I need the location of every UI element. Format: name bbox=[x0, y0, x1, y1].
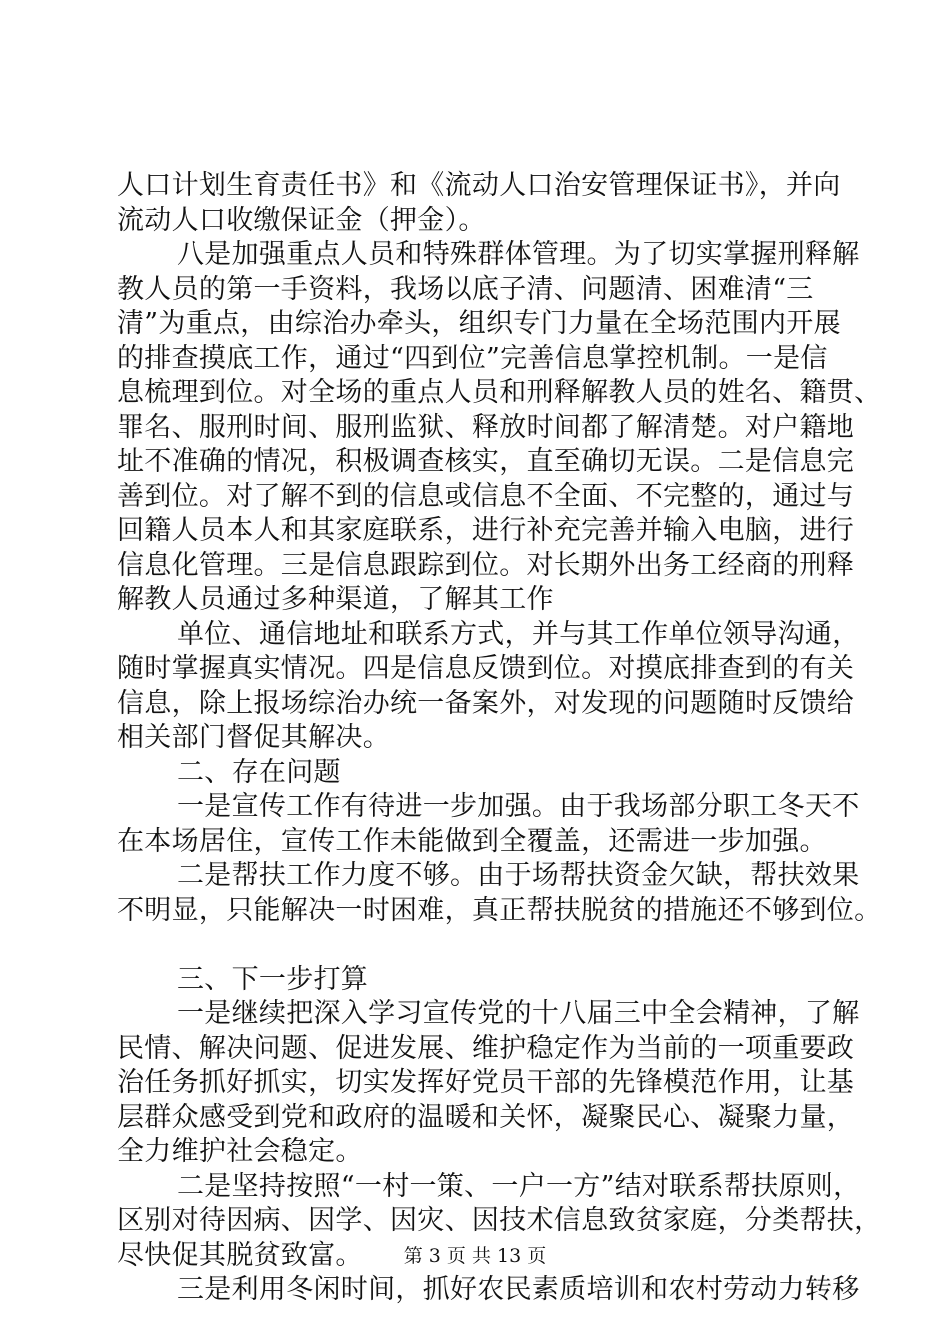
text-line: 二是坚持按照“一村一策、一户一方”结对联系帮扶原则， bbox=[177, 1170, 861, 1202]
text-line: 层群众感受到党和政府的温暖和关怀，凝聚民心、凝聚力量， bbox=[117, 1101, 855, 1133]
text-line: 单位、通信地址和联系方式，并与其工作单位领导沟通， bbox=[177, 618, 860, 650]
text-line: 罪名、服刑时间、服刑监狱、释放时间都了解清楚。对户籍地 bbox=[117, 411, 855, 443]
text-line: 随时掌握真实情况。四是信息反馈到位。对摸底排查到的有关 bbox=[117, 653, 855, 684]
text-line: 相关部门督促其解决。 bbox=[117, 722, 390, 753]
text-line: 在本场居住，宣传工作未能做到全覆盖，还需进一步加强。 bbox=[117, 825, 827, 857]
text-line: 治任务抓好抓实，切实发挥好党员干部的先锋模范作用，让基 bbox=[117, 1067, 855, 1098]
text-line: 民情、解决问题、促进发展、维护稳定作为当前的一项重要政 bbox=[117, 1032, 855, 1064]
text-line: 一是继续把深入学习宣传党的十八届三中全会精神，了解 bbox=[177, 998, 860, 1029]
text-line: 区别对待因病、因学、因灾、因技术信息致贫家庭，分类帮扶， bbox=[117, 1205, 882, 1236]
text-line: 教人员的第一手资料，我场以底子清、问题清、困难清“三 bbox=[117, 273, 814, 305]
text-line: 清”为重点，由综治办牵头，组织专门力量在全场范围内开展 bbox=[117, 308, 841, 339]
text-line: 三是利用冬闲时间，抓好农民素质培训和农村劳动力转移 bbox=[177, 1274, 860, 1305]
text-line: 不明显，只能解决一时困难，真正帮扶脱贫的措施还不够到位。 bbox=[117, 894, 882, 926]
text-line: 流动人口收缴保证金（押金）。 bbox=[117, 204, 486, 236]
text-line: 信息，除上报场综治办统一备案外，对发现的问题随时反馈给 bbox=[117, 687, 855, 719]
text-line: 一是宣传工作有待进一步加强。由于我场部分职工冬天不 bbox=[177, 791, 860, 822]
text-line: 八是加强重点人员和特殊群体管理。为了切实掌握刑释解 bbox=[177, 239, 860, 270]
text-line: 解教人员通过多种渠道，了解其工作 bbox=[117, 584, 554, 615]
page-footer: 第 3 页 共 13 页 bbox=[403, 1245, 547, 1267]
text-line: 信息化管理。三是信息跟踪到位。对长期外出务工经商的刑释 bbox=[117, 549, 855, 581]
text-line: 二是帮扶工作力度不够。由于场帮扶资金欠缺，帮扶效果 bbox=[177, 860, 860, 891]
text-line: 回籍人员本人和其家庭联系，进行补充完善并输入电脑，进行 bbox=[117, 515, 855, 546]
text-line: 人口计划生育责任书》和《流动人口治安管理保证书》，并向 bbox=[117, 170, 841, 201]
text-line: 全力维护社会稳定。 bbox=[117, 1136, 363, 1167]
text-line: 尽快促其脱贫致富。 bbox=[117, 1239, 363, 1271]
text-line: 址不准确的情况，积极调查核实，直至确切无误。二是信息完 bbox=[117, 446, 855, 477]
document-body bbox=[117, 169, 882, 1308]
text-line: 息梳理到位。对全场的重点人员和刑释解教人员的姓名、籍贯、 bbox=[117, 377, 882, 408]
text-line: 的排查摸底工作，通过“四到位”完善信息掌控机制。一是信 bbox=[117, 342, 828, 374]
text-line: 三、下一步打算 bbox=[177, 963, 369, 995]
paragraph-gap bbox=[117, 928, 837, 963]
text-line: 二、存在问题 bbox=[177, 756, 341, 788]
text-line: 善到位。对了解不到的信息或信息不全面、不完整的，通过与 bbox=[117, 480, 855, 512]
